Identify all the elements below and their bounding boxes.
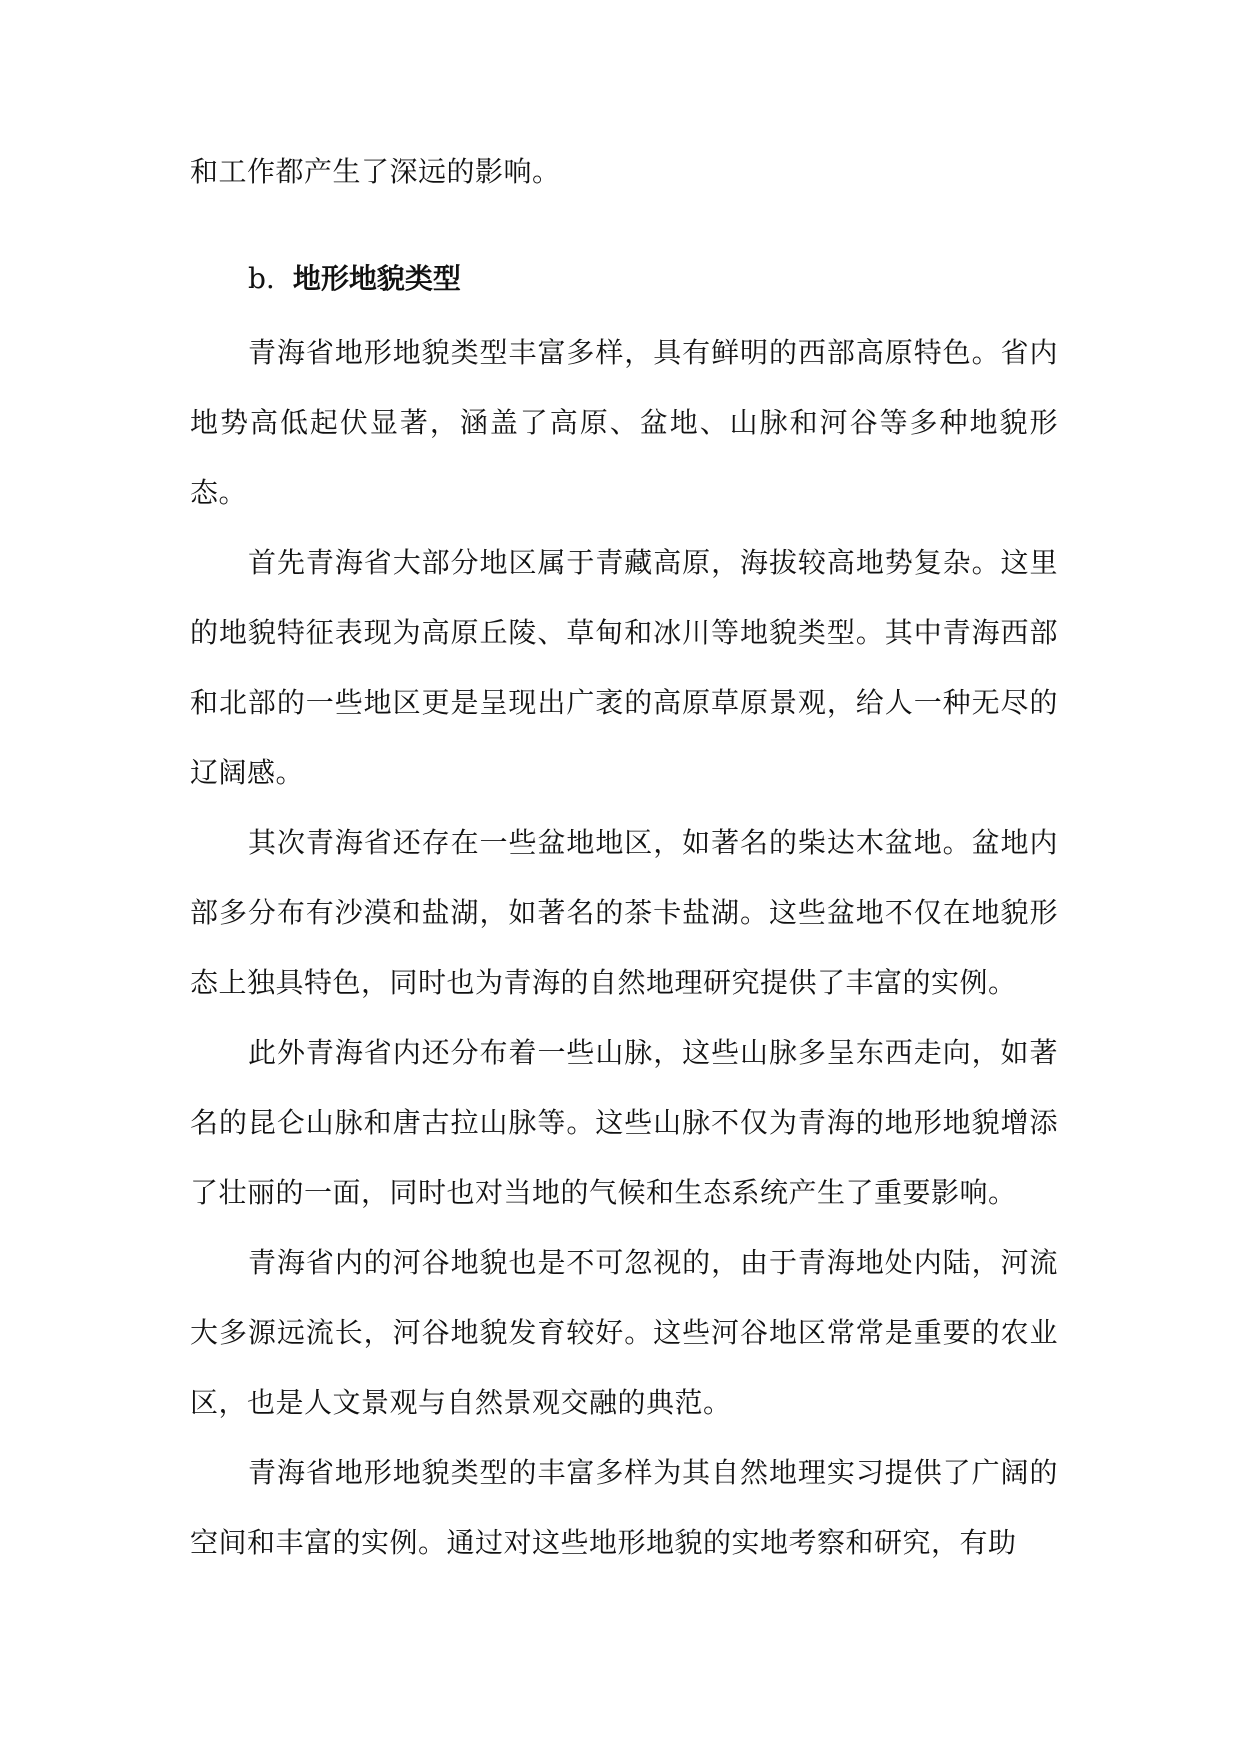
continuation-text-block <box>190 137 1058 207</box>
section-title: 地形地貌类型 <box>292 262 461 295</box>
continuation-paragraph: 和工作都产生了深远的影响。 <box>190 155 561 188</box>
paragraph-summary: 青海省地形地貌类型的丰富多样为其自然地理实习提供了广阔的空间和丰富的实例。通过对这些地形地貌的实地考察和研究，有助 <box>190 1456 1058 1559</box>
section-number: b. <box>248 262 275 295</box>
paragraph-valleys: 青海省内的河谷地貌也是不可忽视的，由于青海地处内陆，河流大多源远流长，河谷地貌发育较好。这些河谷地区常常是重要的农业区，也是人文景观与自然景观交融的典范。 <box>190 1246 1058 1419</box>
section-heading <box>248 244 461 314</box>
paragraph-plateau: 首先青海省大部分地区属于青藏高原，海拔较高地势复杂。这里的地貌特征表现为高原丘陵、草甸和冰川等地貌类型。其中青海西部和北部的一些地区更是呈现出广袤的高原草原景观，给人一种无尽的辽阔感。 <box>190 546 1058 789</box>
body-text-block <box>190 318 1058 1578</box>
paragraph-mountains: 此外青海省内还分布着一些山脉，这些山脉多呈东西走向，如著名的昆仑山脉和唐古拉山脉等。这些山脉不仅为青海的地形地貌增添了壮丽的一面，同时也对当地的气候和生态系统产生了重要影响。 <box>190 1036 1058 1209</box>
paragraph-basin: 其次青海省还存在一些盆地地区，如著名的柴达木盆地。盆地内部多分布有沙漠和盐湖，如著名的茶卡盐湖。这些盆地不仅在地貌形态上独具特色，同时也为青海的自然地理研究提供了丰富的实例。 <box>190 826 1058 999</box>
paragraph-overview: 青海省地形地貌类型丰富多样，具有鲜明的西部高原特色。省内地势高低起伏显著，涵盖了高原、盆地、山脉和河谷等多种地貌形态。 <box>190 336 1058 509</box>
